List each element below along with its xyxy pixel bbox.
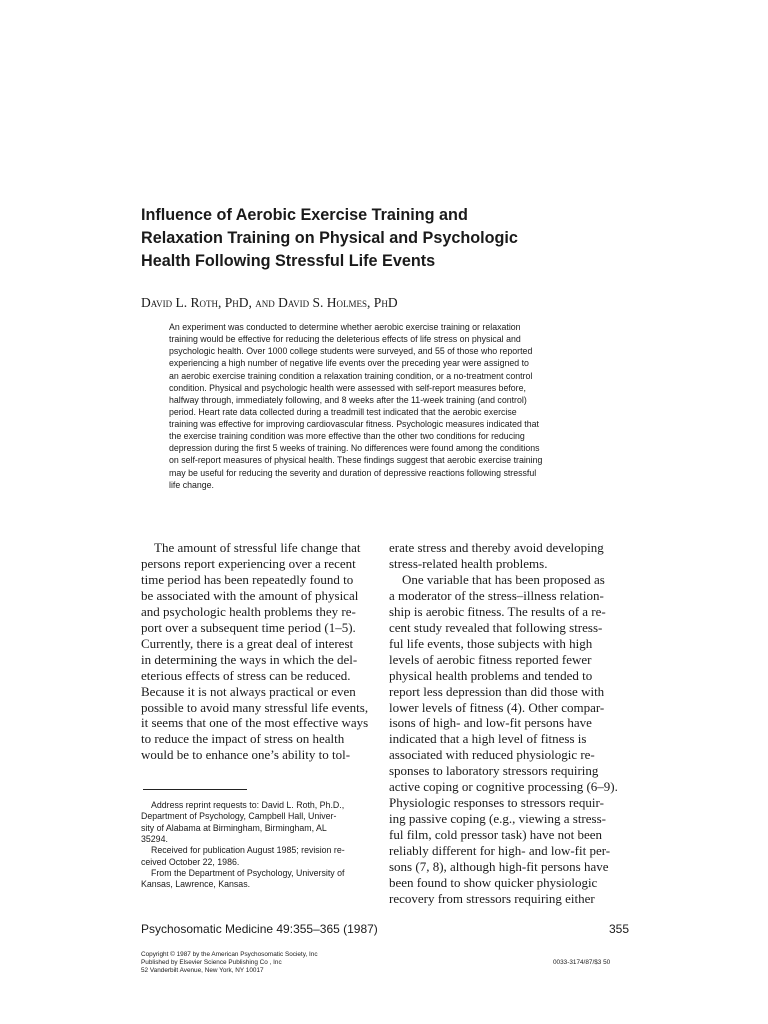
abstract-line: period. Heart rate data collected during a treadmill test indicated that the aerobic exercise <box>169 406 517 417</box>
title-line: Relaxation Training on Physical and Psychologic <box>141 229 518 247</box>
abstract-line: depression during the first 5 weeks of training. No differences were found among the conditions <box>169 443 540 454</box>
body-line: indicated that a high level of fitness is <box>389 731 587 747</box>
body-line: it seems that one of the most effective ways <box>141 715 369 731</box>
body-line: active coping or cognitive processing (6–9). <box>389 779 618 795</box>
body-line: The amount of stressful life change that <box>154 540 361 555</box>
body-line: be associated with the amount of physical <box>141 587 359 603</box>
page-number: 355 <box>609 922 630 936</box>
body-column-right <box>389 540 634 907</box>
body-line: eterious effects of stress can be reduced. <box>141 667 351 683</box>
body-line: reliably different for high- and low-fit per- <box>389 843 611 859</box>
footnote-line: sity of Alabama at Birmingham, Birmingham, AL <box>141 822 327 833</box>
footnote-line: ceived October 22, 1986. <box>141 856 240 867</box>
issn-code: 0033-3174/87/$3 50 <box>553 959 611 966</box>
abstract-line: an aerobic exercise training condition a relaxation training condition, or a no-treatment control <box>169 370 533 381</box>
footnote-line: Received for publication August 1985; revision re- <box>151 845 345 856</box>
title-line: Influence of Aerobic Exercise Training and <box>141 206 468 224</box>
footnote-line: From the Department of Psychology, University of <box>151 868 345 879</box>
title-line: Health Following Stressful Life Events <box>141 252 436 270</box>
abstract <box>169 321 603 491</box>
abstract-line: training was effective for improving cardiovascular fitness. Psychologic measures indicated that <box>169 419 539 429</box>
footnote-line: Kansas, Lawrence, Kansas. <box>141 879 251 890</box>
body-line: isons of high- and low-fit persons have <box>389 715 592 731</box>
copyright-line: 52 Vanderbilt Avenue, New York, NY 10017 <box>141 967 264 975</box>
body-line: in determining the ways in which the del- <box>141 651 358 667</box>
body-line: lower levels of fitness (4). Other compar- <box>389 699 605 715</box>
body-line: report less depression than did those with <box>389 683 605 699</box>
body-line: ing passive coping (e.g., viewing a stress- <box>389 811 606 827</box>
body-line: would be to enhance one’s ability to tol- <box>141 747 351 763</box>
footnote-line: Address reprint requests to: David L. Roth, Ph.D., <box>151 800 345 810</box>
body-line: time period has been repeatedly found to <box>141 571 354 587</box>
body-line: possible to avoid many stressful life events, <box>141 699 369 715</box>
body-line: recovery from stressors requiring either <box>389 890 595 906</box>
body-line: cent study revealed that following stress- <box>389 619 603 635</box>
abstract-line: life change. <box>169 479 214 490</box>
body-line: stress-related health problems. <box>389 555 548 571</box>
body-line: sponses to laboratory stressors requiring <box>389 763 599 779</box>
abstract-line: training would be effective for reducing the deleterious effects of life stress on physical and <box>169 334 521 345</box>
body-line: and psychologic health problems they re- <box>141 603 356 619</box>
body-line: One variable that has been proposed as <box>402 571 605 587</box>
body-line: port over a subsequent time period (1–5). <box>141 619 356 635</box>
body-line: associated with reduced physiologic re- <box>389 747 595 763</box>
body-line: been found to show quicker physiologic <box>389 875 598 891</box>
journal-citation: Psychosomatic Medicine 49:355–365 (1987) <box>141 922 378 936</box>
abstract-line: psychologic health. Over 1000 college students were surveyed, and 55 of those who reported <box>169 346 533 357</box>
body-line: levels of aerobic fitness reported fewer <box>389 651 592 667</box>
body-line: erate stress and thereby avoid developing <box>389 540 604 555</box>
abstract-line: may be useful for reducing the severity and duration of depressive reactions following stressful <box>169 467 537 478</box>
copyright-line: Copyright © 1987 by the American Psychosomatic Society, Inc <box>141 951 318 958</box>
body-line: Because it is not always practical or even <box>141 683 356 699</box>
article-title <box>141 204 581 273</box>
footnotes <box>141 800 381 891</box>
footnote-divider <box>143 789 247 790</box>
footnote-line: 35294. <box>141 834 168 845</box>
body-line: to reduce the impact of stress on health <box>141 731 345 747</box>
body-line: Physiologic responses to stressors requir- <box>389 795 604 811</box>
abstract-line: An experiment was conducted to determine whether aerobic exercise training or relaxation <box>169 322 521 332</box>
body-line: physical health problems and tended to <box>389 667 593 683</box>
abstract-line: condition. Physical and psychologic health were assessed with self-report measures before, <box>169 382 526 393</box>
footnote-line: Department of Psychology, Campbell Hall, Univer- <box>141 811 337 822</box>
body-line: Currently, there is a great deal of interest <box>141 635 354 651</box>
abstract-line: the exercise training condition was more effective than the other two conditions for reducing <box>169 431 525 442</box>
abstract-line: halfway through, immediately following, and 8 weeks after the 11-week training (and control) <box>169 394 527 405</box>
body-line: a moderator of the stress–illness relation- <box>389 587 604 603</box>
body-line: ful life events, those subjects with high <box>389 635 593 651</box>
copyright-line: Published by Elsevier Science Publishing Co , Inc <box>141 959 282 967</box>
body-column-left <box>141 540 381 763</box>
body-line: persons report experiencing over a recent <box>141 555 356 571</box>
abstract-line: experiencing a high number of negative life events over the preceding year were assigned to <box>169 358 529 369</box>
abstract-line: on self-report measures of physical health. These findings suggest that aerobic exercise training <box>169 455 543 466</box>
body-line: ful film, cold pressor task) have not been <box>389 827 602 843</box>
body-line: sons (7, 8), although high-fit persons have <box>389 859 609 875</box>
author-list: David L. Roth, PhD, and David S. Holmes, PhD <box>141 295 398 310</box>
body-line: ship is aerobic fitness. The results of a re- <box>389 603 606 619</box>
copyright-notice <box>141 951 441 976</box>
